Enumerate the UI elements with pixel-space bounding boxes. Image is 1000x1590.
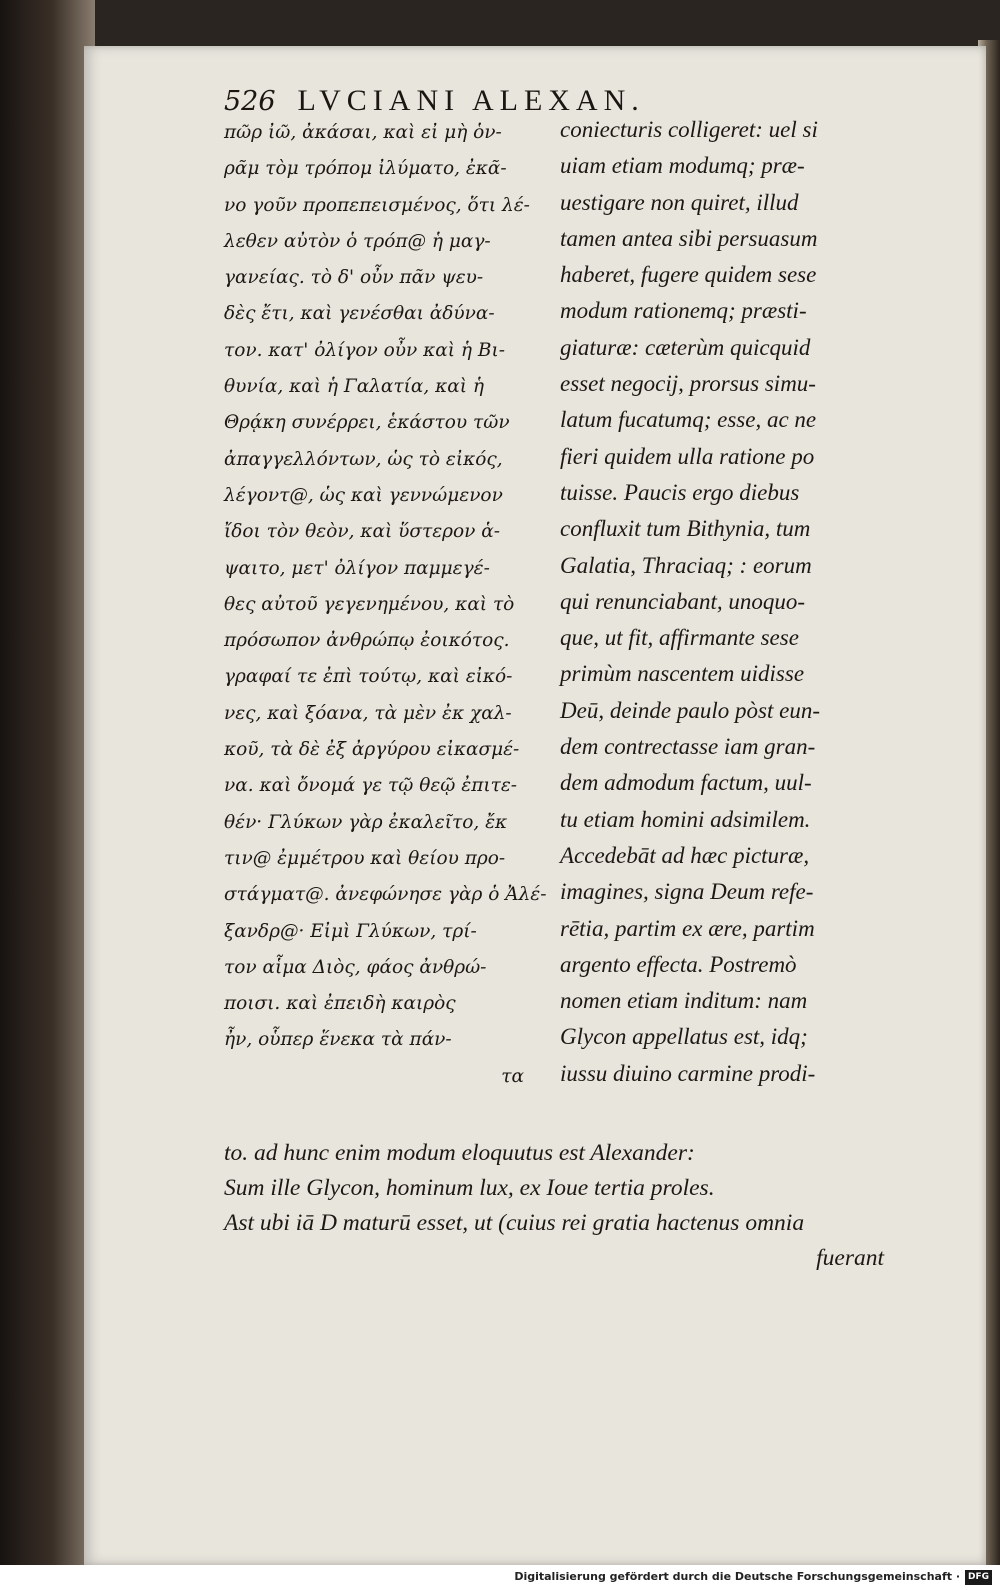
latin-line: haberet, fugere quidem sese (560, 262, 817, 288)
latin-line: coniecturis colligeret: uel si (560, 117, 818, 142)
greek-line: ἴδοι τὸν θεὸν, καὶ ὕστερον ἁ- (224, 521, 501, 543)
latin-text-column (560, 112, 976, 1092)
text-line: Ast ubi iā D maturū esset, ut (cuius rei gratia hactenus omnia (224, 1210, 805, 1236)
greek-line: τον. κατ' ὀλίγον οὖν καὶ ἡ Βι- (224, 339, 505, 361)
running-title: LVCIANI ALEXAN. (297, 84, 645, 117)
greek-line: θες αὐτοῦ γεγενημένου, καὶ τὸ (224, 593, 515, 615)
text-line: fuerant (816, 1245, 884, 1271)
greek-line: γραφαί τε ἐπὶ τούτῳ, καὶ εἰκό- (224, 666, 513, 688)
greek-line: δὲς ἔτι, καὶ γενέσθαι ἀδύνα- (224, 303, 495, 325)
greek-line: ξανδρ@· Εἰμὶ Γλύκων, τρί- (224, 920, 477, 942)
book-binding-shadow (0, 0, 95, 1565)
greek-line: Θρᾴκη συνέρρει, ἑκάστου τῶν (224, 412, 510, 434)
greek-line: νο γοῦν προπεπεισμένος, ὅτι λέ- (224, 194, 530, 216)
latin-line: nomen etiam inditum: nam (560, 988, 808, 1014)
greek-line: στάγματ@. ἀνεφώνησε γὰρ ὁ Ἀλέ- (224, 884, 547, 906)
greek-line: γανείας. τὸ δ' οὖν πᾶν ψευ- (224, 267, 484, 289)
latin-line: Glycon appellatus est, idq; (560, 1024, 808, 1050)
latin-line: giaturæ: cæterùm quicquid (560, 334, 811, 360)
latin-line: modum rationemq; præsti- (560, 298, 807, 324)
footer-credit: Digitalisierung gefördert durch die Deutsche Forschungsgemeinschaft · (514, 1570, 960, 1583)
digitization-footer (0, 1565, 1000, 1590)
greek-line: λεθεν αὐτὸν ὁ τρόπ@ ἡ μαγ- (224, 230, 491, 252)
greek-line: τον αἷμα Διὸς, φάος ἀνθρώ- (224, 956, 487, 978)
greek-line: νες, καὶ ξόανα, τὰ μὲν ἐκ χαλ- (224, 702, 512, 724)
greek-line: ἦν, οὗπερ ἕνεκα τὰ πάν- (224, 1029, 452, 1051)
full-width-text (224, 1136, 884, 1276)
greek-line: ποισι. καὶ ἐπειδὴ καιρὸς (224, 993, 456, 1015)
latin-line: Deū, deinde paulo pòst eun- (560, 697, 820, 723)
greek-text-column (224, 115, 547, 1095)
latin-line: esset negocij, prorsus simu- (560, 371, 816, 397)
latin-line: argento effecta. Postremò (560, 951, 797, 977)
greek-line: θέν· Γλύκων γὰρ ἐκαλεῖτο, ἔκ (224, 811, 508, 833)
latin-line: tuisse. Paucis ergo diebus (560, 479, 800, 505)
latin-line: uestigare non quiret, illud (560, 189, 799, 215)
latin-line: rētia, partim ex ære, partim (560, 915, 815, 941)
latin-line: que, ut fit, affirmante sese (560, 625, 799, 651)
latin-line: Galatia, Thraciaq; : eorum (560, 552, 812, 578)
greek-line: πρόσωπον ἀνθρώπῳ ἐοικότος. (224, 630, 510, 652)
latin-line: iussu diuino carmine prodi- (560, 1060, 816, 1086)
greek-line: ἀπαγγελλόντων, ὡς τὸ εἰκός, (224, 448, 503, 470)
latin-line: tamen antea sibi persuasum (560, 225, 818, 251)
greek-line: να. καὶ ὄνομά γε τῷ θεῷ ἐπιτε- (224, 775, 518, 797)
greek-line: κοῦ, τὰ δὲ ἐξ ἀργύρου εἰκασμέ- (224, 739, 520, 761)
latin-line: uiam etiam modumq; præ- (560, 153, 805, 179)
greek-line: θυνία, καὶ ἡ Γαλατία, καὶ ἡ (224, 376, 484, 398)
latin-line: confluxit tum Bithynia, tum (560, 516, 811, 542)
dfg-logo: DFG (965, 1570, 992, 1585)
latin-line: tu etiam homini adsimilem. (560, 806, 811, 832)
greek-line: πῶρ ἰῶ, ἀκάσαι, καὶ εἰ μὴ ὁν- (224, 122, 502, 143)
latin-line: fieri quidem ulla ratione po (560, 443, 815, 469)
greek-line: ρᾶμ τὸμ τρόπομ ἰλύματο, ἐκᾶ- (224, 158, 507, 180)
greek-line: τα (501, 1065, 524, 1087)
latin-line: imagines, signa Deum refe- (560, 879, 814, 905)
latin-line: primùm nascentem uidisse (560, 661, 805, 687)
greek-line: τιν@ ἐμμέτρου καὶ θείου προ- (224, 847, 506, 869)
latin-line: qui renunciabant, unoquo- (560, 588, 806, 614)
latin-line: Accedebāt ad hæc picturæ, (560, 842, 810, 868)
text-line: Sum ille Glycon, hominum lux, ex Ioue tertia proles. (224, 1175, 715, 1201)
latin-line: dem contrectasse iam gran- (560, 734, 816, 760)
latin-line: latum fucatumq; esse, ac ne (560, 407, 817, 433)
greek-line: λέγοντ@, ὡς καὶ γεννώμενον (224, 484, 503, 506)
text-line: to. ad hunc enim modum eloquutus est Alexander: (224, 1140, 695, 1166)
page-number: 526 (224, 86, 276, 117)
greek-line: ψαιτο, μετ' ὀλίγον παμμεγέ- (224, 557, 490, 579)
latin-line: dem admodum factum, uul- (560, 770, 812, 796)
